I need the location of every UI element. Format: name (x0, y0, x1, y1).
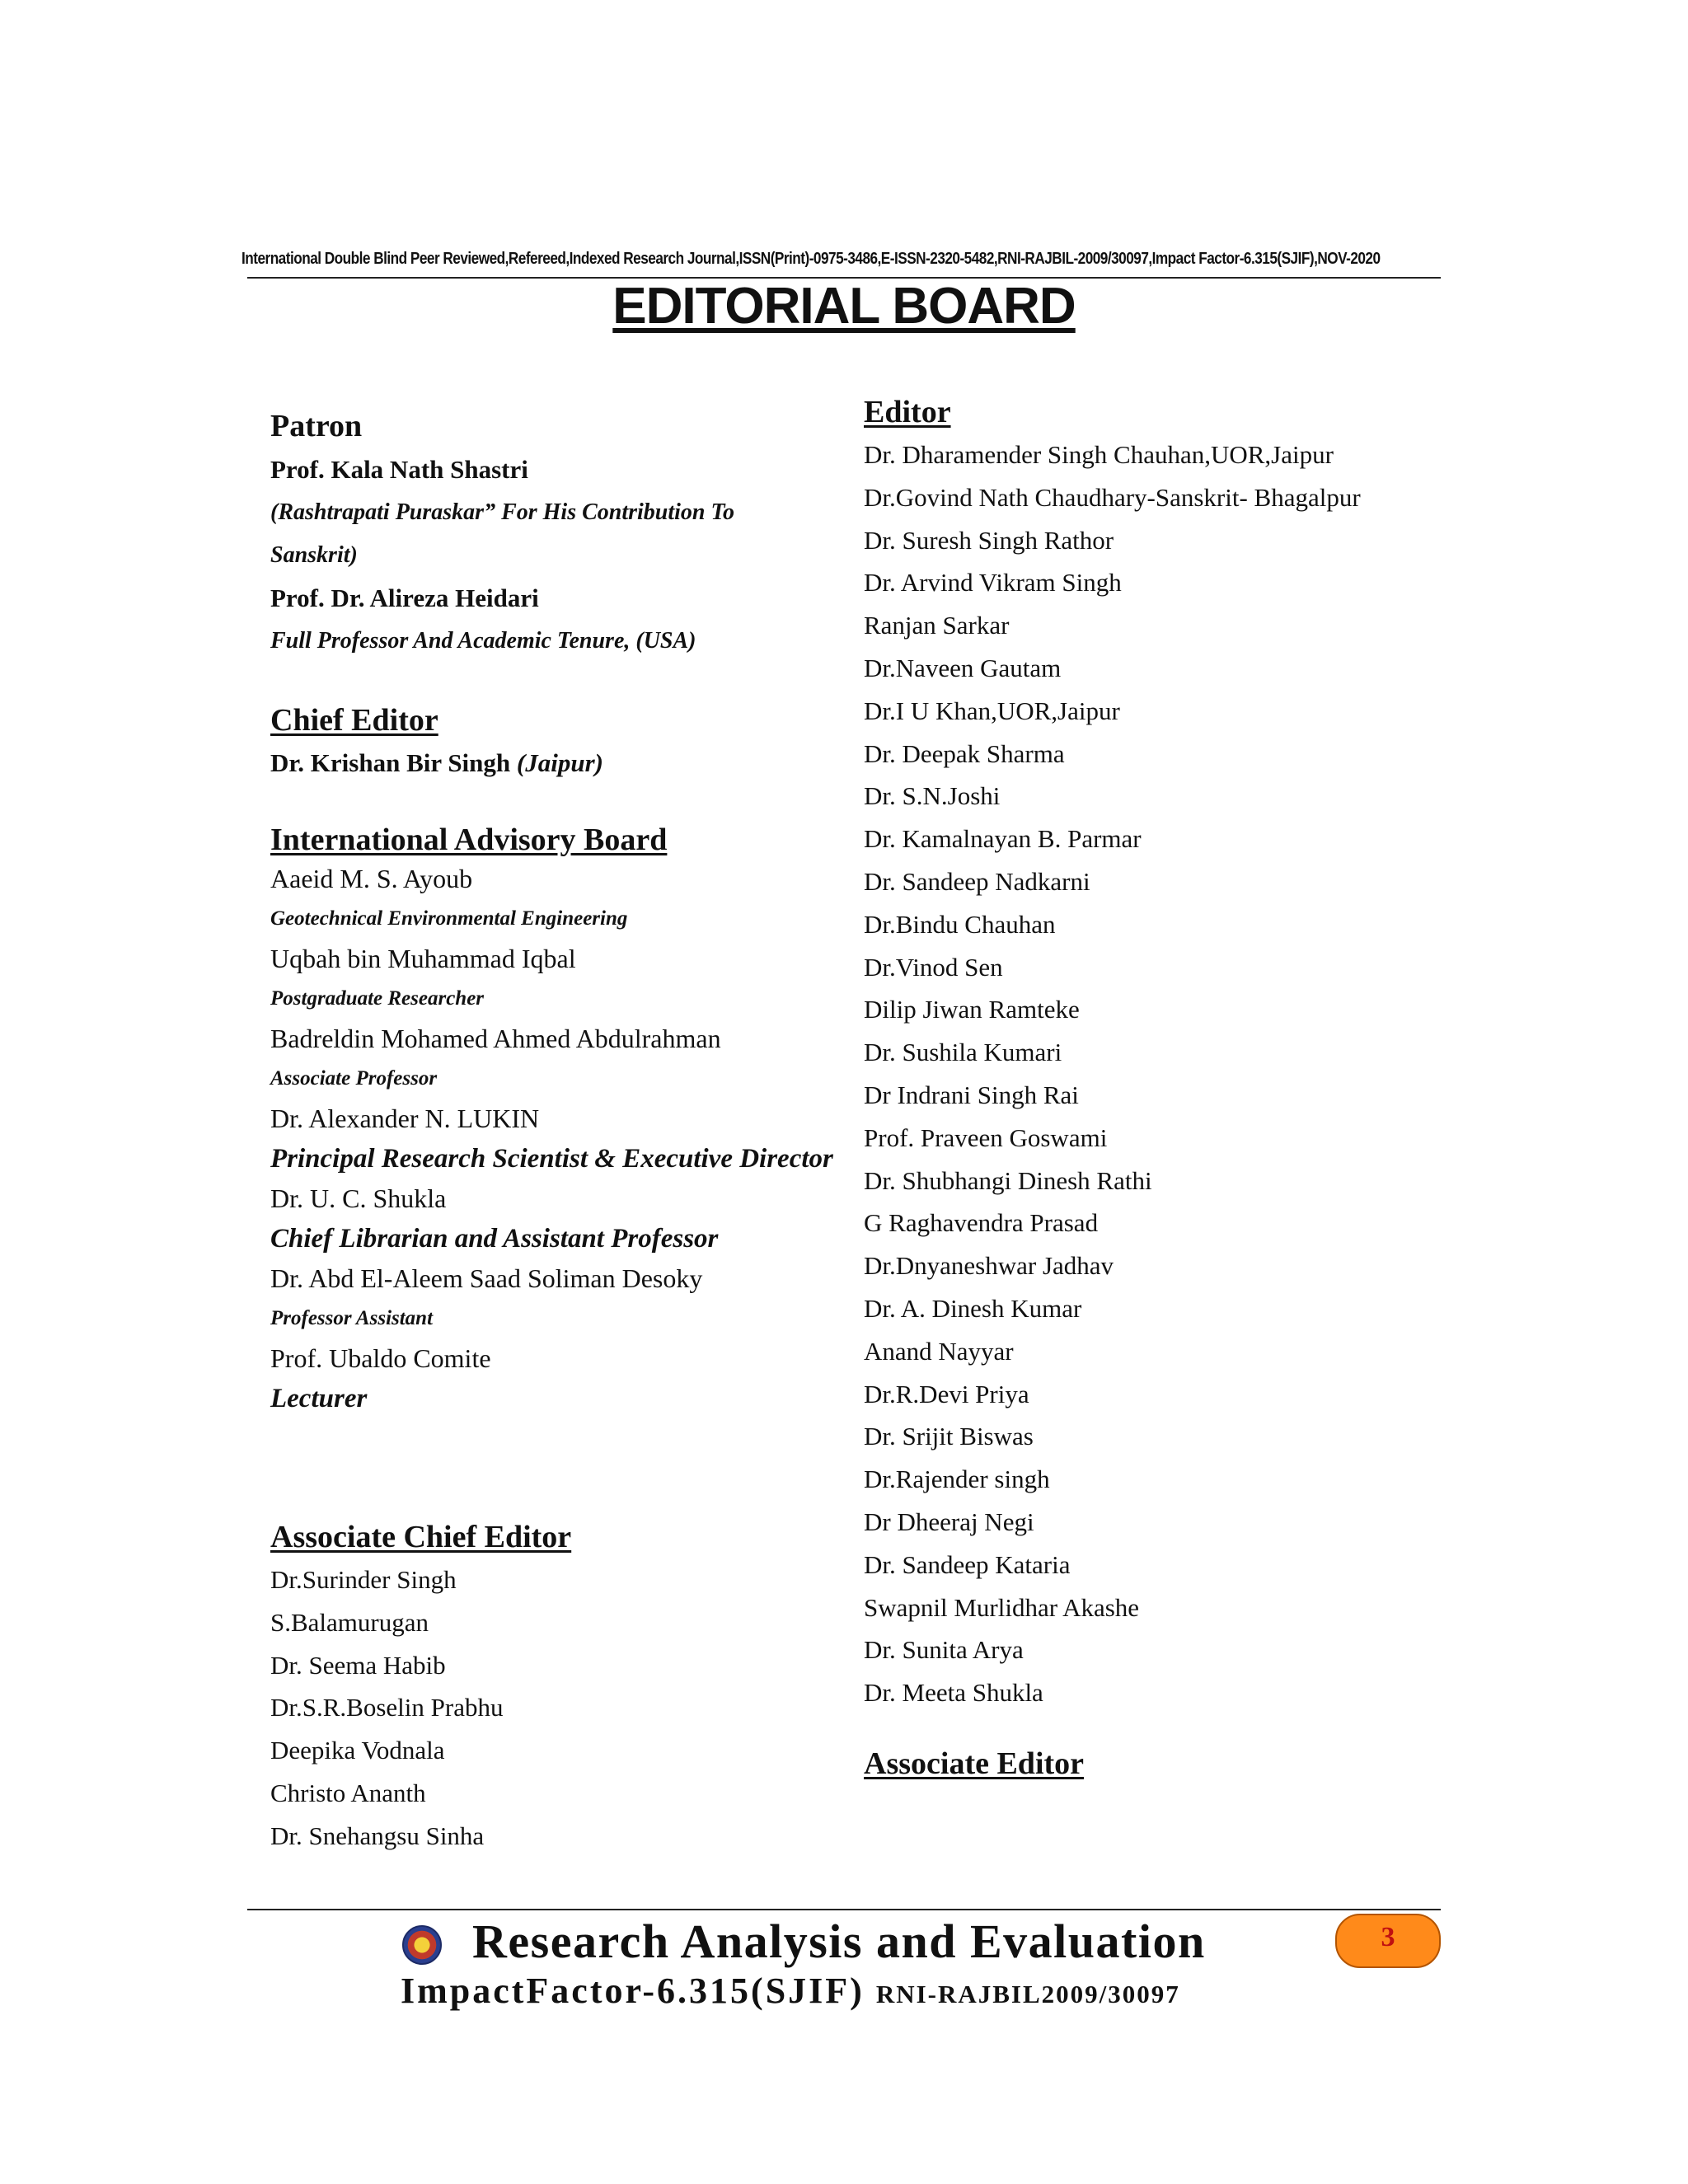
editor-member: Dr. Kamalnayan B. Parmar (864, 824, 1142, 854)
associate-chief-editor-member: Dr. Seema Habib (270, 1650, 446, 1680)
editor-member: Dr. Meeta Shukla (864, 1678, 1043, 1708)
associate-chief-editor-list (270, 1558, 847, 1858)
editor-list (864, 434, 1457, 1714)
journal-info-line: International Double Blind Peer Reviewed,Refereed,Indexed Research Journal,ISSN(Print)-0975-3486,E-ISSN-2320-5482,RNI-RAJBIL-2009/30097,Impact Factor-6.315(SJIF),NOV-2020 (241, 250, 1381, 268)
advisory-member-name: Aaeid M. S. Ayoub (270, 864, 473, 893)
editor-member: G Raghavendra Prasad (864, 1208, 1099, 1238)
editor-member: Dr.Dnyaneshwar Jadhav (864, 1251, 1114, 1281)
editor-member: Dr Dheeraj Negi (864, 1507, 1034, 1536)
editor-member: Ranjan Sarkar (864, 611, 1010, 640)
associate-chief-editor-heading: Associate Chief Editor (270, 1520, 572, 1554)
editor-member: Dr. Sandeep Nadkarni (864, 866, 1090, 896)
right-column (864, 391, 1457, 1785)
advisory-member-role: Associate Professor (270, 1067, 438, 1090)
chief-editor-name: Dr. Krishan Bir Singh (Jaipur) (270, 748, 603, 777)
associate-chief-editor-member: Christo Ananth (270, 1778, 426, 1807)
advisory-member-name: Dr. Alexander N. LUKIN (270, 1104, 540, 1133)
advisory-member-role: Professor Assistant (270, 1307, 434, 1329)
page-title: EDITORIAL BOARD (612, 278, 1076, 335)
advisory-board-heading: International Advisory Board (270, 823, 668, 857)
journal-logo (402, 1925, 442, 1965)
editor-member: Dilip Jiwan Ramteke (864, 995, 1080, 1024)
advisory-member-role: Chief Librarian and Assistant Professor (270, 1224, 719, 1254)
advisory-member-role: Postgraduate Researcher (270, 987, 485, 1010)
editor-member: Dr. Sunita Arya (864, 1635, 1024, 1665)
editor-member: Anand Nayyar (864, 1336, 1014, 1366)
patron-name-2: Prof. Dr. Alireza Heidari (270, 583, 539, 612)
editor-member: Dr.Bindu Chauhan (864, 909, 1056, 939)
footer-rule (247, 1909, 1441, 1910)
editor-member: Dr. Dharamender Singh Chauhan,UOR,Jaipur (864, 440, 1334, 469)
patron-heading: Patron (270, 409, 363, 443)
advisory-board-list (270, 859, 847, 1418)
associate-chief-editor-member: Dr.Surinder Singh (270, 1565, 457, 1594)
editor-heading: Editor (864, 395, 951, 429)
editor-member: Dr. S.N.Joshi (864, 781, 1001, 811)
editor-member: Dr.R.Devi Priya (864, 1379, 1029, 1408)
editor-member: Dr. Sushila Kumari (864, 1038, 1062, 1067)
patron-name: Prof. Kala Nath Shastri (270, 455, 528, 484)
editor-member: Dr.Govind Nath Chaudhary-Sanskrit- Bhagalpur (864, 482, 1361, 512)
editor-member: Dr. Shubhangi Dinesh Rathi (864, 1165, 1152, 1195)
associate-chief-editor-member: Dr.S.R.Boselin Prabhu (270, 1693, 504, 1722)
associate-chief-editor-member: S.Balamurugan (270, 1607, 429, 1637)
associate-chief-editor-member: Dr. Snehangsu Sinha (270, 1821, 485, 1850)
editor-member: Dr. Sandeep Kataria (864, 1549, 1071, 1579)
editor-member: Dr.I U Khan,UOR,Jaipur (864, 696, 1120, 725)
editor-member: Prof. Praveen Goswami (864, 1122, 1108, 1152)
editor-member: Dr. Deepak Sharma (864, 738, 1065, 768)
footer-impact (401, 1970, 1180, 2012)
editor-member: Swapnil Murlidhar Akashe (864, 1592, 1140, 1622)
patron-note: (Rashtrapati Puraskar” For His Contribution To (270, 499, 735, 525)
editor-member: Dr. Suresh Singh Rathor (864, 525, 1114, 555)
page-number-badge: 3 (1335, 1914, 1441, 1968)
associate-chief-editor-member: Deepika Vodnala (270, 1736, 445, 1765)
rni-number: RNI-RAJBIL2009/30097 (875, 1980, 1180, 2008)
editor-member: Dr.Vinod Sen (864, 952, 1003, 982)
editor-member: Dr. Arvind Vikram Singh (864, 568, 1122, 598)
editor-member: Dr.Naveen Gautam (864, 653, 1062, 682)
advisory-member-name: Badreldin Mohamed Ahmed Abdulrahman (270, 1024, 721, 1053)
advisory-member-name: Dr. U. C. Shukla (270, 1183, 447, 1213)
patron-note-cont: Sanskrit) (270, 542, 358, 568)
advisory-member-name: Prof. Ubaldo Comite (270, 1343, 491, 1373)
advisory-member-name: Uqbah bin Muhammad Iqbal (270, 944, 576, 973)
advisory-member-role: Lecturer (270, 1384, 368, 1413)
editor-member: Dr. A. Dinesh Kumar (864, 1293, 1082, 1323)
editor-member: Dr.Rajender singh (864, 1465, 1050, 1494)
impact-factor: ImpactFactor-6.315(SJIF) (401, 1971, 865, 2011)
editor-member: Dr Indrani Singh Rai (864, 1080, 1079, 1109)
footer-journal-name: Research Analysis and Evaluation (472, 1915, 1206, 1968)
associate-editor-heading: Associate Editor (864, 1746, 1085, 1781)
advisory-member-role: Geotechnical Environmental Engineering (270, 907, 628, 930)
advisory-member-role: Principal Research Scientist & Executive Director (270, 1144, 833, 1174)
chief-editor-heading: Chief Editor (270, 703, 438, 738)
patron-note-2: Full Professor And Academic Tenure, (USA) (270, 628, 696, 654)
editor-member: Dr. Srijit Biswas (864, 1422, 1034, 1451)
left-column (270, 404, 847, 1858)
advisory-member-name: Dr. Abd El-Aleem Saad Soliman Desoky (270, 1263, 703, 1293)
